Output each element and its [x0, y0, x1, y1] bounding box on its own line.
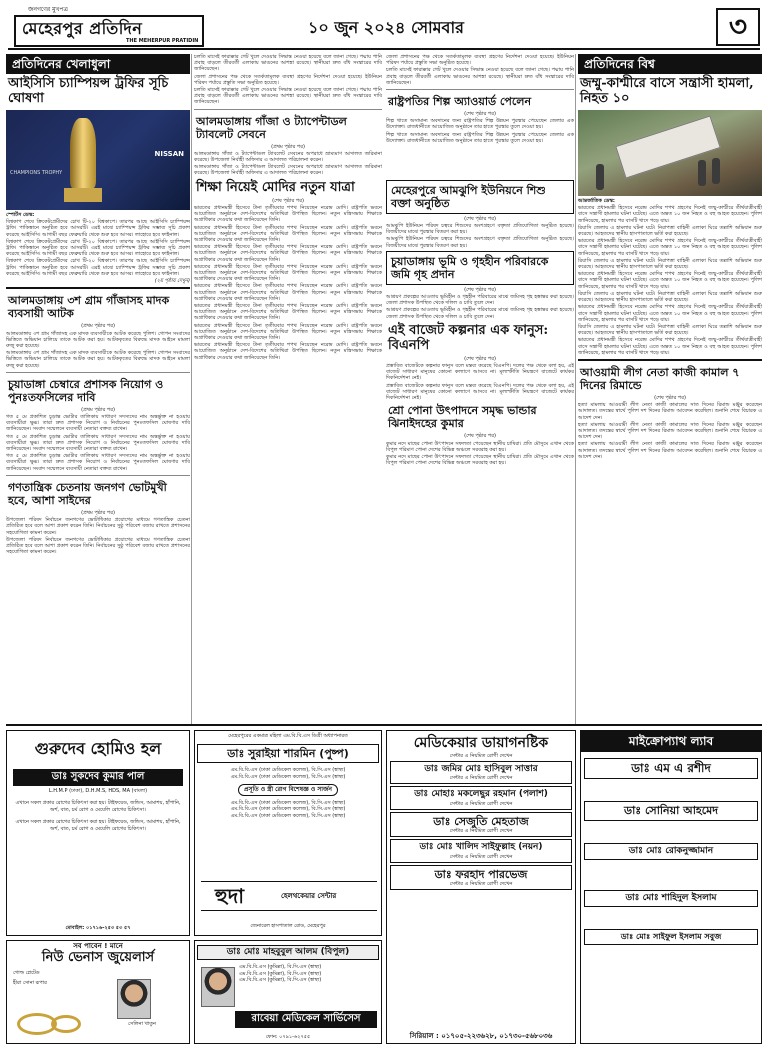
column-divider: [575, 54, 576, 724]
divider: [578, 359, 762, 361]
ad-sunaiya-degree: এম.বি.বি.এস (ঢাকা মেডিকেল কলেজ), বি.সি.এস (স্বাস্থ্য): [230, 767, 346, 774]
article-text: ভারতের প্রধানমন্ত্রী হিসেবে টানা তৃতীয়বার শপথ নিয়েছেন নরেন্দ্র মোদি। রাষ্ট্রপতি ভবনে আয়োজিত অনুষ্ঠানে দেশ-বিদেশের অতিথিরা উপস্থিত ছিলেন। নতুন মন্ত্রিসভায় শিক্ষাকে অগ্রাধিকার দেওয়ার কথা জানিয়েছেন তিনি।: [194, 302, 382, 322]
ad-micropath-title: মাইক্রোপ্যাথ ল্যাব: [581, 731, 761, 752]
ad-medicare-sub-line: সেন্টার এ নিয়মিত রোগী দেখেন: [449, 828, 513, 835]
trophy-icon: [70, 118, 96, 188]
ad-jewel-line1: গোল্ড প্লেটেড: [13, 969, 40, 976]
ad-medicare-doctor-card: [390, 865, 572, 891]
news-subcolumn-left: [194, 54, 382, 178]
ad-medicare-doctor-card: [390, 812, 572, 838]
continued-note: (২য় পৃষ্ঠায় দেখুন): [154, 278, 190, 285]
byline: (শেষ পৃষ্ঠার পর): [464, 286, 496, 293]
article-body: [6, 331, 190, 369]
byline: (শেষ পৃষ্ঠার পর): [464, 111, 496, 118]
article-body: [386, 118, 574, 144]
article-text: প্রস্তাবিত বাজেটকে কল্পনার ফানুস বলে মন্তব্য করেছে বিএনপি। দলের পক্ষ থেকে বলা হয়, এই বাজেট সাধারণ মানুষের কোনো কল্যাণে আসবে না। মূল্যস্ফীতি নিয়ন্ত্রণে বাজেটে কার্যকর দিকনির্দেশনা নেই।: [386, 363, 574, 382]
headline-kazi-kamal: আওয়ামী লীগ নেতা কাজী কামাল ৭ দিনের রিমান্ডে: [580, 365, 740, 392]
article-text: রিয়াসি জেলায় এ হামলার ঘটনা ঘটে। নিরাপত্তা বাহিনী এলাকা ঘিরে তল্লাশি অভিযান শুরু করেছে। আহতদের স্থানীয় হাসপাতালে ভর্তি করা হয়েছে।: [578, 323, 762, 337]
article-text: হত্যা মামলায় আওয়ামী লীগ নেতা কাজী কামালের সাত দিনের রিমান্ড মঞ্জুর করেছেন আদালত। তদন্তের স্বার্থে পুলিশ দশ দিনের রিমান্ড আবেদন করেছিল। শুনানি শেষে বিচারক এ আদেশ দেন।: [578, 441, 762, 460]
article-text: ভারতের প্রধানমন্ত্রী হিসেবে টানা তৃতীয়বার শপথ নিয়েছেন নরেন্দ্র মোদি। রাষ্ট্রপতি ভবনে আয়োজিত অনুষ্ঠানে দেশ-বিদেশের অতিথিরা উপস্থিত ছিলেন। নতুন মন্ত্রিসভায় শিক্ষাকে অগ্রাধিকার দেওয়ার কথা জানিয়েছেন তিনি।: [194, 283, 382, 302]
headline-industry-award: রাষ্ট্রপতির শিল্প অ্যাওয়ার্ড পেলেন: [388, 95, 532, 109]
world-column: [578, 54, 762, 461]
article-text: রিয়াসি জেলায় এ হামলার ঘটনা ঘটে। নিরাপত্তা বাহিনী এলাকা ঘিরে তল্লাশি অভিযান শুরু করেছে। আহতদের স্থানীয় হাসপাতালে ভর্তি করা হয়েছে।: [578, 290, 762, 304]
article-text: আমঝুপি ইউনিয়ন পরিষদ চত্বরে শিশুদের অংশগ্রহণে বক্তৃতা প্রতিযোগিতা অনুষ্ঠিত হয়েছে। বিজয়ীদের মাঝে পুরস্কার বিতরণ করা হয়।: [386, 222, 574, 236]
article-body: [194, 151, 382, 177]
news-subcolumns: [194, 178, 574, 468]
section-title-world: প্রতিদিনের বিশ্ব: [578, 54, 762, 74]
ad-medicare-doctor-card: [390, 761, 572, 784]
ad-medicare-doctor-card: [390, 839, 572, 862]
article-text: আলমডাঙ্গায় ৩শ গ্রাম গাঁজাসহ এক মাদক ব্যবসায়ীকে আটক করেছে পুলিশ। গোপন সংবাদের ভিত্তিতে অভিযান চালিয়ে তাকে আটক করা হয়। আটককৃতের বিরুদ্ধে মাদক আইনে মামলা রুজু করা হয়েছে।: [6, 350, 190, 369]
ad-rabeya-doctor: ডাঃ মোঃ মাহবুবুল আলম (বিপুল): [197, 945, 379, 960]
article-text: হত্যা মামলায় আওয়ামী লীগ নেতা কাজী কামালের সাত দিনের রিমান্ড মঞ্জুর করেছেন আদালত। তদন্তের স্বার্থে পুলিশ দশ দিনের রিমান্ড আবেদন করেছিল। শুনানি শেষে বিচারক এ আদেশ দেন।: [578, 402, 762, 421]
article-text: চলতি মাসেই ফারাক্কার গেট খুলে দেওয়ার সিদ্ধান্ত নেওয়া হয়েছে বলে জানা গেছে। পদ্মায় পানি প্রবাহ বাড়লে তীরবর্তী এলাকায় ভাঙনের আশঙ্কা রয়েছে। স্থানীয়রা দ্রুত বাঁধ সংস্কারের দাবি জানিয়েছেন।: [386, 67, 574, 86]
ad-medicare-sub-line: সেন্টার এ নিয়মিত রোগী দেখেন: [449, 853, 513, 860]
ad-medicare-doctor: ডাঃ ফরহাদ পারভেজ: [434, 867, 528, 881]
ad-medicare-sub-line: সেন্টার এ নিয়মিত রোগী দেখেন: [449, 775, 513, 782]
ad-jewel-title: নিউ ভেনাস জুয়েলার্স: [41, 949, 155, 965]
ad-rabeya-medical: [194, 940, 382, 1044]
article-body: [194, 54, 382, 106]
article-body: [386, 363, 574, 401]
article-text: রিয়াসি জেলায় এ হামলার ঘটনা ঘটে। নিরাপত্তা বাহিনী এলাকা ঘিরে তল্লাশি অভিযান শুরু করেছে। আহতদের স্থানীয় হাসপাতালে ভর্তি করা হয়েছে।: [578, 224, 762, 238]
divider: [194, 109, 382, 110]
byline: (শেষ পৃষ্ঠার পর): [272, 197, 304, 204]
trophy-base: [64, 188, 102, 202]
ad-micropath-doctor-card: [584, 843, 758, 860]
divider: [386, 89, 574, 90]
ad-medicare-sub-line: সেন্টার এ নিয়মিত রোগী দেখেন: [449, 881, 513, 888]
article-text: চলতি মাসেই ফারাক্কার গেট খুলে দেওয়ার সিদ্ধান্ত নেওয়া হয়েছে বলে জানা গেছে। পদ্মায় পানি প্রবাহ বাড়লে তীরবর্তী এলাকায় ভাঙনের আশঙ্কা রয়েছে। স্থানীয়রা দ্রুত বাঁধ সংস্কারের দাবি জানিয়েছেন।: [194, 87, 382, 106]
column-divider: [191, 54, 192, 724]
ad-homeo-degree: L.H.M.P (ঢাকা), D.H.M.S, HDS, MA (বাংলা): [48, 787, 148, 794]
article-body: [6, 219, 190, 277]
ad-micropath-doctor-card: [584, 929, 758, 945]
article-text: আলমডাঙ্গায় গাঁজা ও ট্যাপেন্টাডল ট্যাবলেট সেবনের অপরাধে ভ্রাম্যমাণ আদালত জরিমানা করেছে। উপজেলা নির্বাহী অফিসার এ আদালত পরিচালনা করেন।: [194, 164, 382, 177]
headline-modi: শিক্ষা নিয়েই মোদির নতুন যাত্রা: [196, 179, 355, 195]
article-text: উপজেলা পরিষদ নির্বাচনে জনগণের ভোটাধিকার প্রয়োগের মাধ্যমে গণতান্ত্রিক চেতনা প্রতিষ্ঠিত হবে বলে আশা প্রকাশ করেন তিনি। নির্বাচনের সুষ্ঠু পরিবেশ বজায় রাখতে প্রশাসনের সহযোগিতা কামনা করেন।: [6, 517, 190, 536]
ad-sunaiya-degree: এম.বি.বি.এস (ঢাকা মেডিকেল কলেজ), বি.সি.এস (স্বাস্থ্য): [230, 806, 346, 813]
article-body: [578, 205, 762, 356]
ad-sunaiya-addr: জেনারেল হাসপাতাল রোড, মেহেরপুর: [250, 922, 326, 929]
article-text: বিশ্বকাপ শেষে ক্রিকেটপ্রেমীদের চোখ টি-২০ বিশ্বকাপে। তারপর আছে আইসিসি চ্যাম্পিয়ন্স ট্রফি। পাকিস্তানে অনুষ্ঠিত হবে আসরটি। এরই মাঝে চ্যাম্পিয়ন্স ট্রফির সম্ভাব্য সূচি প্রকাশ করেছে আইসিসি। আগামী বছর ফেব্রুয়ারি থেকে শুরু হবে আসর। লাহোরে হবে ফাইনাল।: [6, 219, 190, 238]
person-figure: [712, 158, 720, 184]
ad-micropath-doctor: ডাঃ মোঃ শাহিদুল ইসলাম: [625, 893, 717, 903]
divider: [6, 372, 190, 373]
article-text: আলমডাঙ্গায় ৩শ গ্রাম গাঁজাসহ এক মাদক ব্যবসায়ীকে আটক করেছে পুলিশ। গোপন সংবাদের ভিত্তিতে অভিযান চালিয়ে তাকে আটক করা হয়। আটককৃতের বিরুদ্ধে মাদক আইনে মামলা রুজু করা হয়েছে।: [6, 330, 190, 349]
news-subcolumn-left: [194, 178, 382, 468]
ad-jewel-owner: সেলিনা খাতুন: [128, 1021, 156, 1027]
article-text: চলতি মাসেই ফারাক্কার গেট খুলে দেওয়ার সিদ্ধান্ত নেওয়া হয়েছে বলে জানা গেছে। পদ্মায় পানি প্রবাহ বাড়লে তীরবর্তী এলাকায় ভাঙনের আশঙ্কা রয়েছে। স্থানীয়রা দ্রুত বাঁধ সংস্কারের দাবি জানিয়েছেন।: [194, 54, 382, 73]
article-text: ভারতের প্রধানমন্ত্রী হিসেবে টানা তৃতীয়বার শপথ নিয়েছেন নরেন্দ্র মোদি। রাষ্ট্রপতি ভবনে আয়োজিত অনুষ্ঠানে দেশ-বিদেশের অতিথিরা উপস্থিত ছিলেন। নতুন মন্ত্রিসভায় শিক্ষাকে অগ্রাধিকার দেওয়ার কথা জানিয়েছেন তিনি।: [194, 204, 382, 224]
headline-alamdanga-arrest: আলমডাঙ্গায় ৩শ গ্রাম গাঁজাসহ মাদক ব্যবসায়ী আটক: [8, 294, 170, 321]
ad-sunaiya-degree: এম.বি.বি.এস (ঢাকা মেডিকেল কলেজ), বি.সি.এস (স্বাস্থ্য): [230, 812, 346, 819]
newspaper-name: মেহেরপুর প্রতিদিন: [22, 19, 143, 38]
ad-rabeya-degree: এম.বি.বি.এস (কুমিল্লা), বি.সি.এস (স্বাস্থ্য): [239, 964, 322, 971]
ad-huda-banner: [201, 881, 377, 911]
ad-micropath-doctor: ডাঃ সোনিয়া আহমেদ: [623, 804, 719, 817]
ad-sunaiya-degree: এম.বি.বি.এস (ঢাকা মেডিকেল কলেজ), বি.সি.এস (স্বাস্থ্য): [230, 799, 346, 806]
article-text: আশ্রয়ণ প্রকল্পের আওতায় ভূমিহীন ও গৃহহীন পরিবারের মাঝে জমিসহ গৃহ হস্তান্তর করা হয়েছে। জেলা প্রশাসক উপস্থিত থেকে দলিল ও চাবি তুলে দেন।: [386, 307, 574, 320]
article-text: ভারতের প্রধানমন্ত্রী হিসেবে নরেন্দ্র মোদির শপথ গ্রহণের দিনেই জম্মু-কাশ্মীরে তীর্থযাত্রীবাহী বাসে সন্ত্রাসী হামলার ঘটনা ঘটেছে। এতে অন্তত ১০ জন নিহত ও বহু আহত হয়েছেন। পুলিশ জানিয়েছে, হামলার পর বাসটি খাদে পড়ে যায়।: [578, 304, 762, 323]
ad-medicare-serial: সিরিয়াল : ০১৭০৫-২২৩৬২৮, ০১৭৩০-৫৬৮০৩৬: [409, 1031, 553, 1040]
section-title-sports: প্রতিদিনের খেলাধুলা: [6, 54, 190, 74]
issue-date: ১০ জুন ২০২৪ সোমবার: [308, 18, 464, 37]
byline: (প্রথম পৃষ্ঠার পর): [81, 406, 115, 413]
ad-jewelers: [6, 940, 190, 1044]
article-text: ভারতের প্রধানমন্ত্রী হিসেবে টানা তৃতীয়বার শপথ নিয়েছেন নরেন্দ্র মোদি। রাষ্ট্রপতি ভবনে আয়োজিত অনুষ্ঠানে দেশ-বিদেশের অতিথিরা উপস্থিত ছিলেন। নতুন মন্ত্রিসভায় শিক্ষাকে অগ্রাধিকার দেওয়ার কথা জানিয়েছেন তিনি।: [194, 244, 382, 263]
article-text: আশ্রয়ণ প্রকল্পের আওতায় ভূমিহীন ও গৃহহীন পরিবারের মাঝে জমিসহ গৃহ হস্তান্তর করা হয়েছে। জেলা প্রশাসক উপস্থিত থেকে দলিল ও চাবি তুলে দেন।: [386, 294, 574, 307]
ad-rabeya-degree: এম.বি.বি.এস (কুমিল্লা), বি.সি.এস (স্বাস্থ্য): [239, 970, 322, 977]
headline-child-speaker: মেহেরপুরে আমঝুপি ইউনিয়নে শিশু বক্তা অনুষ্ঠিত: [386, 180, 574, 214]
divider: [6, 287, 190, 289]
headline-democracy: গণতান্ত্রিক চেতনায় জনগণ ভোটমুখী হবে, আশা সাইদের: [8, 480, 167, 507]
ad-micropath-doctor-card: [584, 758, 758, 779]
sports-column: [6, 54, 190, 556]
ad-huda-sub: হেলথকেয়ার সেন্টার: [281, 892, 337, 900]
article-body: [194, 205, 382, 361]
news-subcolumn-right: [386, 178, 574, 468]
ad-homeo-hall: [6, 730, 190, 936]
ad-jewel-tag: সব পাবেন ! মানে: [73, 942, 123, 950]
person-figure: [698, 160, 706, 186]
article-text: গত ৫ মে প্রকাশিত চূড়ান্ত ভোটার তালিকায় সাধারণ সদস্যদের নাম অন্তর্ভুক্ত না হওয়ায় ব্যবসায়ীরা ক্ষুব্ধ। তারা দ্রুত প্রশাসক নিয়োগ ও নির্বাচনের পুনঃতফসিল ঘোষণার দাবি জানিয়েছেন। সংবাদ সম্মেলনে ব্যবসায়ী নেতারা বক্তব্য রাখেন।: [6, 414, 190, 433]
doctor-avatar: [201, 967, 235, 1007]
ad-dr-sunaiya: [194, 730, 382, 936]
byline: (প্রথম পৃষ্ঠার পর): [81, 509, 115, 516]
article-text: শিল্প খাতে অসামান্য অবদানের জন্য রাষ্ট্রপতির শিল্প উন্নয়ন পুরস্কার পেয়েছেন জেলার এক উদ্যোক্তা। রাজধানীতে আয়োজিত অনুষ্ঠানে তার হাতে পুরস্কার তুলে দেওয়া হয়।: [386, 118, 574, 131]
article-text: জেলা প্রশাসনের পক্ষ থেকে সতর্কতামূলক ব্যবস্থা গ্রহণের নির্দেশনা দেওয়া হয়েছে। ইউনিয়ন পরিষদ পর্যায়ে প্রস্তুতি সভা অনুষ্ঠিত হয়েছে।: [194, 73, 382, 86]
sponsor-logo: NISSAN: [154, 150, 184, 158]
byline: (প্রথম পৃষ্ঠার পর): [81, 323, 115, 330]
ad-medicare-diagnostic: [386, 730, 576, 1044]
masthead: [8, 6, 760, 50]
article-text: আমঝুপি ইউনিয়ন পরিষদ চত্বরে শিশুদের অংশগ্রহণে বক্তৃতা প্রতিযোগিতা অনুষ্ঠিত হয়েছে। বিজয়ীদের মাঝে পুরস্কার বিতরণ করা হয়।: [386, 236, 574, 249]
news-column: [194, 54, 574, 467]
sports-desk: স্পোর্টস ডেস্ক:: [6, 212, 35, 218]
ad-homeo-phone: মোবাইল: ০১৭১৬-২৫৩ ৫৩ ৫৭: [65, 924, 131, 931]
article-text: ভারতের প্রধানমন্ত্রী হিসেবে নরেন্দ্র মোদির শপথ গ্রহণের দিনেই জম্মু-কাশ্মীরে তীর্থযাত্রীবাহী বাসে সন্ত্রাসী হামলার ঘটনা ঘটেছে। এতে অন্তত ১০ জন নিহত ও বহু আহত হয়েছেন। পুলিশ জানিয়েছে, হামলার পর বাসটি খাদে পড়ে যায়।: [578, 238, 762, 257]
article-text: ভারতের প্রধানমন্ত্রী হিসেবে নরেন্দ্র মোদির শপথ গ্রহণের দিনেই জম্মু-কাশ্মীরে তীর্থযাত্রীবাহী বাসে সন্ত্রাসী হামলার ঘটনা ঘটেছে। এতে অন্তত ১০ জন নিহত ও বহু আহত হয়েছেন। পুলিশ জানিয়েছে, হামলার পর বাসটি খাদে পড়ে যায়।: [578, 271, 762, 290]
ad-medicare-doctor: ডাঃ জমির মোঃ হাসিবুল সাত্তার: [424, 764, 538, 774]
trophy-photo-text: CHAMPIONS TROPHY: [10, 170, 63, 176]
person-figure: [596, 164, 604, 190]
article-text: উপজেলা পরিষদ নির্বাচনে জনগণের ভোটাধিকার প্রয়োগের মাধ্যমে গণতান্ত্রিক চেতনা প্রতিষ্ঠিত হবে বলে আশা প্রকাশ করেন তিনি। নির্বাচনের সুষ্ঠু পরিবেশ বজায় রাখতে প্রশাসনের সহযোগিতা কামনা করেন।: [6, 536, 190, 556]
ad-medicare-doctor: ডাঃ মোহাঃ মকলেছুর রহমান (পলাশ): [414, 789, 548, 800]
article-text: হত্যা মামলায় আওয়ামী লীগ নেতা কাজী কামালের সাত দিনের রিমান্ড মঞ্জুর করেছেন আদালত। তদন্তের স্বার্থে পুলিশ দশ দিনের রিমান্ড আবেদন করেছিল। শুনানি শেষে বিচারক এ আদেশ দেন।: [578, 421, 762, 441]
article-text: ভারতের প্রধানমন্ত্রী হিসেবে নরেন্দ্র মোদির শপথ গ্রহণের দিনেই জম্মু-কাশ্মীরে তীর্থযাত্রীবাহী বাসে সন্ত্রাসী হামলার ঘটনা ঘটেছে। এতে অন্তত ১০ জন নিহত ও বহু আহত হয়েছেন। পুলিশ জানিয়েছে, হামলার পর বাসটি খাদে পড়ে যায়।: [578, 205, 762, 224]
ad-sunaiya-spec-wrap: [195, 784, 381, 796]
article-body: [386, 223, 574, 249]
article-body: [6, 414, 190, 472]
headline-fish-fry: শ্রো পোনা উৎপাদনে সমৃদ্ধ ভান্ডার ঝিনাইদহের কুমার: [388, 404, 537, 431]
ad-sunaiya-degree: এম.বি.বি.এস (ঢাকা মেডিকেল কলেজ), বি.সি.এস (স্বাস্থ্য): [230, 773, 346, 780]
ad-homeo-desc: এখানে সকল প্রকার রোগের চিকিৎসা করা হয়। টাইফয়েড, জন্ডিস, আমাশয়, হাঁপানি, অর্শ, বাত, চর্ম রোগ ও মেয়েলি রোগের চিকিৎসা।: [15, 819, 181, 832]
ad-micropath-lab: [580, 730, 762, 1044]
ad-medicare-doctor: ডাঃ মোঃ খালিদ সাইফুল্লাহ (নয়ন): [419, 842, 543, 853]
article-body: [578, 402, 762, 460]
owner-avatar: [117, 979, 151, 1019]
headline-tapentadol: আলমডাঙ্গায় গাঁজা ও ট্যাপেন্টাডল ট্যাবলেট সেবনে: [196, 114, 347, 141]
headline-kashmir-attack: জম্মু-কাশ্মীরে বাসে সন্ত্রাসী হামলা, নিহত ১০: [580, 76, 754, 106]
article-text: জেলা প্রশাসনের পক্ষ থেকে সতর্কতামূলক ব্যবস্থা গ্রহণের নির্দেশনা দেওয়া হয়েছে। ইউনিয়ন পরিষদ পর্যায়ে প্রস্তুতি সভা অনুষ্ঠিত হয়েছে।: [386, 54, 574, 67]
article-text: কুমার নদে মাছের পোনা উৎপাদনে সফলতা পেয়েছেন স্থানীয় চাষিরা। প্রতি মৌসুমে এখান থেকে বিপুল পরিমাণ পোনা দেশের বিভিন্ন অঞ্চলে সরবরাহ করা হয়।: [386, 453, 574, 467]
advertisement-area: [6, 724, 762, 1044]
international-desk: আন্তর্জাতিক ডেস্ক:: [578, 198, 615, 204]
article-body: [6, 517, 190, 555]
article-text: ভারতের প্রধানমন্ত্রী হিসেবে টানা তৃতীয়বার শপথ নিয়েছেন নরেন্দ্র মোদি। রাষ্ট্রপতি ভবনে আয়োজিত অনুষ্ঠানে দেশ-বিদেশের অতিথিরা উপস্থিত ছিলেন। নতুন মন্ত্রিসভায় শিক্ষাকে অগ্রাধিকার দেওয়ার কথা জানিয়েছেন তিনি।: [194, 263, 382, 283]
bus-accident-photo: [578, 110, 762, 196]
byline: (শেষ পৃষ্ঠার পর): [464, 355, 496, 362]
article-text: ভারতের প্রধানমন্ত্রী হিসেবে টানা তৃতীয়বার শপথ নিয়েছেন নরেন্দ্র মোদি। রাষ্ট্রপতি ভবনে আয়োজিত অনুষ্ঠানে দেশ-বিদেশের অতিথিরা উপস্থিত ছিলেন। নতুন মন্ত্রিসভায় শিক্ষাকে অগ্রাধিকার দেওয়ার কথা জানিয়েছেন তিনি।: [194, 224, 382, 243]
article-text: শিল্প খাতে অসামান্য অবদানের জন্য রাষ্ট্রপতির শিল্প উন্নয়ন পুরস্কার পেয়েছেন জেলার এক উদ্যোক্তা। রাজধানীতে আয়োজিত অনুষ্ঠানে তার হাতে পুরস্কার তুলে দেওয়া হয়।: [386, 131, 574, 144]
headline-chamber: চুয়াডাঙ্গা চেম্বারে প্রশাসক নিয়োগ ও পুনঃতফসিলের দাবি: [8, 377, 164, 404]
ad-micropath-doctor-card: [584, 801, 758, 821]
ad-rabeya-degree: এম.বি.বি.এস (কুমিল্লা), বি.সি.এস (স্বাস্থ্য): [239, 977, 322, 984]
masthead-slogan: জনগণের মুখপত্র: [28, 6, 68, 13]
ad-homeo-desc: এখানে সকল প্রকার রোগের চিকিৎসা করা হয়। টাইফয়েড, জন্ডিস, আমাশয়, হাঁপানি, অর্শ, বাত, চর্ম রোগ ও মেয়েলি রোগের চিকিৎসা।: [15, 800, 181, 813]
headline-champions-trophy: আইসিসি চ্যাম্পিয়ন্স ট্রফির সূচি ঘোষণা: [8, 76, 169, 106]
article-text: আলমডাঙ্গায় গাঁজা ও ট্যাপেন্টাডল ট্যাবলেট সেবনের অপরাধে ভ্রাম্যমাণ আদালত জরিমানা করেছে। উপজেলা নির্বাহী অফিসার এ আদালত পরিচালনা করেন।: [194, 150, 382, 164]
ad-medicare-doctor: ডাঃ সেজুতি মেহতাজ: [433, 814, 529, 828]
ad-sunaiya-top: মেহেরপুরের একমাত্র মহিলা এম.বি.বি.এস ডিগ্রী অধ্যাপনারত: [228, 733, 348, 739]
byline: (প্রথম পৃষ্ঠার পর): [271, 143, 305, 150]
divider: [6, 475, 190, 476]
article-text: গত ৫ মে প্রকাশিত চূড়ান্ত ভোটার তালিকায় সাধারণ সদস্যদের নাম অন্তর্ভুক্ত না হওয়ায় ব্যবসায়ীরা ক্ষুব্ধ। তারা দ্রুত প্রশাসক নিয়োগ ও নির্বাচনের পুনঃতফসিল ঘোষণার দাবি জানিয়েছেন। সংবাদ সম্মেলনে ব্যবসায়ী নেতারা বক্তব্য রাখেন।: [6, 453, 190, 472]
trophy-photo: [6, 110, 190, 210]
article-text: ভারতের প্রধানমন্ত্রী হিসেবে টানা তৃতীয়বার শপথ নিয়েছেন নরেন্দ্র মোদি। রাষ্ট্রপতি ভবনে আয়োজিত অনুষ্ঠানে দেশ-বিদেশের অতিথিরা উপস্থিত ছিলেন। নতুন মন্ত্রিসভায় শিক্ষাকে অগ্রাধিকার দেওয়ার কথা জানিয়েছেন তিনি।: [194, 322, 382, 341]
ad-rabeya-phone: ফোন: ০৭৯১-৬২৭৫৫: [265, 1033, 311, 1040]
article-text: ভারতের প্রধানমন্ত্রী হিসেবে টানা তৃতীয়বার শপথ নিয়েছেন নরেন্দ্র মোদি। রাষ্ট্রপতি ভবনে আয়োজিত অনুষ্ঠানে দেশ-বিদেশের অতিথিরা উপস্থিত ছিলেন। নতুন মন্ত্রিসভায় শিক্ষাকে অগ্রাধিকার দেওয়ার কথা জানিয়েছেন তিনি।: [194, 342, 382, 361]
newspaper-name-en: THE MEHERPUR PRATIDIN: [126, 38, 199, 44]
news-subcolumns: [194, 54, 574, 178]
ad-rabeya-center: রাবেয়া মেডিকেল সার্ভিসেস: [235, 1011, 377, 1028]
article-text: বিশ্বকাপ শেষে ক্রিকেটপ্রেমীদের চোখ টি-২০ বিশ্বকাপে। তারপর আছে আইসিসি চ্যাম্পিয়ন্স ট্রফি। পাকিস্তানে অনুষ্ঠিত হবে আসরটি। এরই মাঝে চ্যাম্পিয়ন্স ট্রফির সম্ভাব্য সূচি প্রকাশ করেছে আইসিসি। আগামী বছর ফেব্রুয়ারি থেকে শুরু হবে আসর। লাহোরে হবে ফাইনাল।: [6, 258, 190, 277]
ad-medicare-sub-line: সেন্টার এ নিয়মিত রোগী দেখেন: [449, 800, 513, 807]
article-text: গত ৫ মে প্রকাশিত চূড়ান্ত ভোটার তালিকায় সাধারণ সদস্যদের নাম অন্তর্ভুক্ত না হওয়ায় ব্যবসায়ীরা ক্ষুব্ধ। তারা দ্রুত প্রশাসক নিয়োগ ও নির্বাচনের পুনঃতফসিল ঘোষণার দাবি জানিয়েছেন। সংবাদ সম্মেলনে ব্যবসায়ী নেতারা বক্তব্য রাখেন।: [6, 433, 190, 453]
article-text: রিয়াসি জেলায় এ হামলার ঘটনা ঘটে। নিরাপত্তা বাহিনী এলাকা ঘিরে তল্লাশি অভিযান শুরু করেছে। আহতদের স্থানীয় হাসপাতালে ভর্তি করা হয়েছে।: [578, 257, 762, 271]
ad-medicare-title: মেডিকেয়ার ডায়াগনষ্টিক: [413, 735, 549, 751]
article-text: কুমার নদে মাছের পোনা উৎপাদনে সফলতা পেয়েছেন স্থানীয় চাষিরা। প্রতি মৌসুমে এখান থেকে বিপুল পরিমাণ পোনা দেশের বিভিন্ন অঞ্চলে সরবরাহ করা হয়।: [386, 440, 574, 453]
ad-homeo-doctor: ডাঃ সুকদেব কুমার পাল: [13, 769, 183, 786]
ring-icon: [51, 1015, 81, 1033]
ad-homeo-title: গুরুদেব হোমিও হল: [34, 739, 162, 758]
ad-sunaiya-doctor: ডাঃ সুরাইয়া শারমিন (পুষ্প): [197, 744, 379, 764]
article-body: [386, 294, 574, 320]
ad-huda-title: হুদা: [215, 884, 245, 908]
newspaper-logo: [14, 15, 204, 47]
article-text: প্রস্তাবিত বাজেটকে কল্পনার ফানুস বলে মন্তব্য করেছে বিএনপি। দলের পক্ষ থেকে বলা হয়, এই বাজেট সাধারণ মানুষের কোনো কল্যাণে আসবে না। মূল্যস্ফীতি নিয়ন্ত্রণে বাজেটে কার্যকর দিকনির্দেশনা নেই।: [386, 382, 574, 402]
ad-medicare-sub: সেন্টার এ নিয়মিত রোগী দেখেন: [449, 752, 513, 759]
byline: (শেষ পৃষ্ঠার পর): [464, 215, 496, 222]
ad-micropath-doctor: ডাঃ এম এ রশীদ: [631, 761, 711, 775]
ad-micropath-doctor: ডাঃ মোঃ রোকনুজ্জামান: [628, 845, 714, 856]
ad-medicare-doctor-card: [390, 786, 572, 809]
article-text: বিশ্বকাপ শেষে ক্রিকেটপ্রেমীদের চোখ টি-২০ বিশ্বকাপে। তারপর আছে আইসিসি চ্যাম্পিয়ন্স ট্রফি। পাকিস্তানে অনুষ্ঠিত হবে আসরটি। এরই মাঝে চ্যাম্পিয়ন্স ট্রফির সম্ভাব্য সূচি প্রকাশ করেছে আইসিসি। আগামী বছর ফেব্রুয়ারি থেকে শুরু হবে আসর। লাহোরে হবে ফাইনাল।: [6, 238, 190, 258]
ad-micropath-doctor-card: [584, 890, 758, 907]
article-body: [386, 54, 574, 86]
article-text: ভারতের প্রধানমন্ত্রী হিসেবে নরেন্দ্র মোদির শপথ গ্রহণের দিনেই জম্মু-কাশ্মীরে তীর্থযাত্রীবাহী বাসে সন্ত্রাসী হামলার ঘটনা ঘটেছে। এতে অন্তত ১০ জন নিহত ও বহু আহত হয়েছেন। পুলিশ জানিয়েছে, হামলার পর বাসটি খাদে পড়ে যায়।: [578, 337, 762, 356]
headline-budget-bnp: এই বাজেট কল্পনার এক ফানুস: বিএনপি: [388, 322, 549, 353]
ad-jewel-line2: হীরা সোনা রূপার: [13, 980, 47, 987]
byline: (শেষ পৃষ্ঠার পর): [464, 433, 496, 440]
byline: (শেষ পৃষ্ঠার পর): [654, 394, 686, 401]
news-subcolumn-right: [386, 54, 574, 178]
ad-sunaiya-spec: প্রসূতি ও স্ত্রী রোগ বিশেষজ্ঞ ও সার্জন: [238, 784, 338, 796]
headline-land-housing: চুয়াডাঙ্গায় ভূমি ও গৃহহীন পরিবারকে জমি গৃহ প্রদান: [386, 251, 574, 285]
ad-micropath-doctor: ডাঃ মোঃ সাইফুল ইসলাম সবুজ: [620, 932, 722, 942]
article-body: [386, 441, 574, 467]
page-number: ৩: [716, 8, 760, 46]
